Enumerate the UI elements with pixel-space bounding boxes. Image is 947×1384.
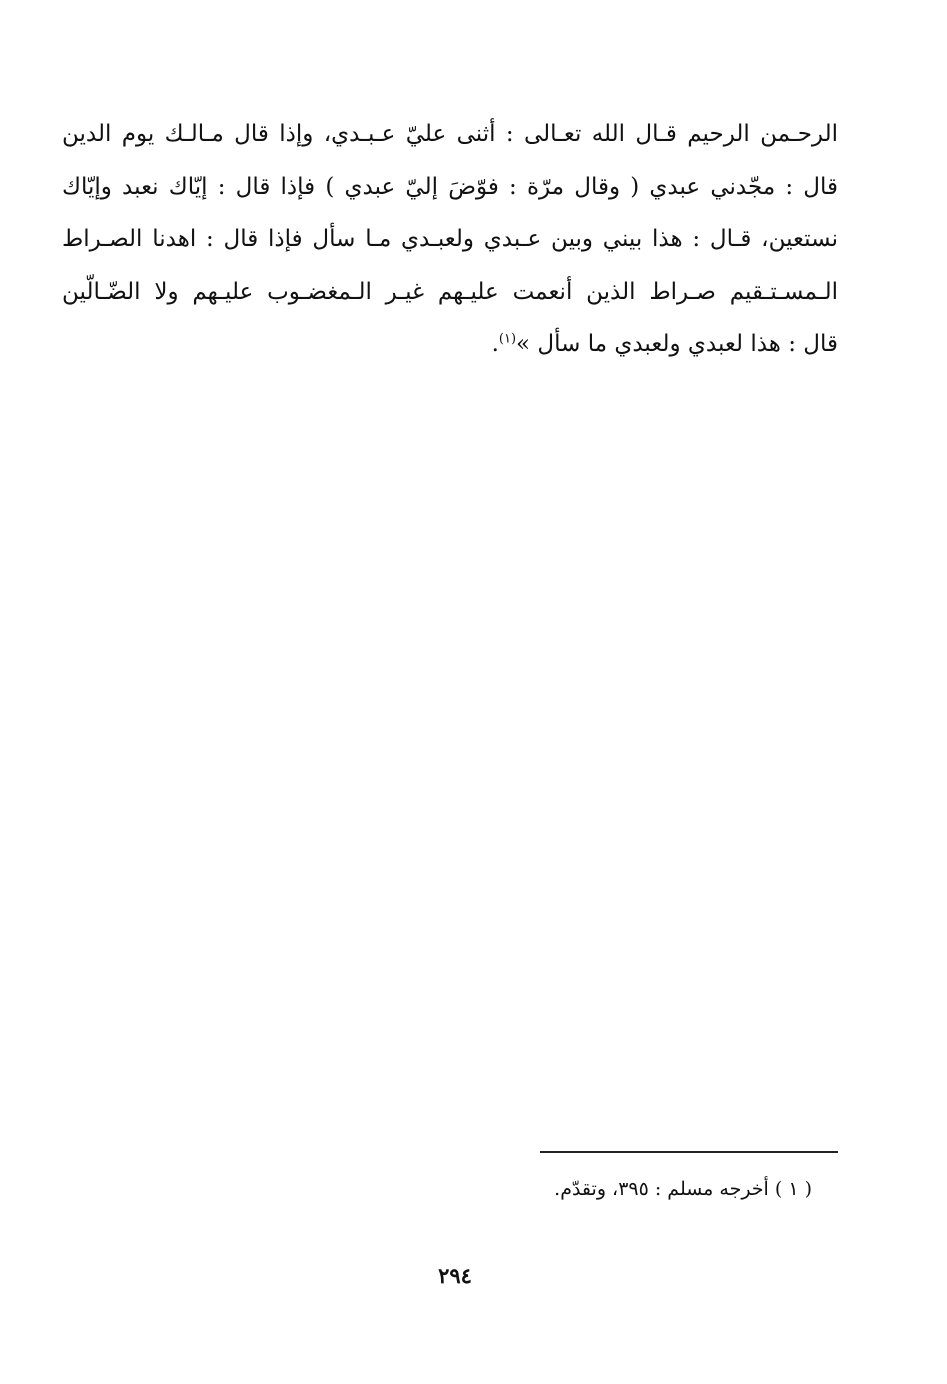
text-line-1: الرحـمن الرحيم قـال الله تعـالى : أثنى عليّ عـبـدي، وإذا قال مـالـك يوم الدين bbox=[62, 121, 838, 147]
text-line-4: الـمسـتـقيم صـراط الذين أنعمت عليـهم غيـر الـمغضـوب عليـهم ولا الضّـالّين bbox=[62, 278, 838, 305]
main-text-block bbox=[62, 108, 838, 371]
text-line-5 bbox=[62, 318, 838, 371]
page-number: ٢٩٤ bbox=[438, 1263, 472, 1288]
footnote-reference: (١) bbox=[498, 331, 517, 347]
text-line-5-content: قال : هذا لعبدي ولعبدي ما سأل » bbox=[516, 331, 838, 357]
text-line-5-period: . bbox=[491, 331, 499, 357]
footnote-separator bbox=[540, 1151, 838, 1153]
text-line-3: نستعين، قـال : هذا بيني وبين عـبدي ولعبـدي مـا سأل فإذا قال : اهدنا الصـراط bbox=[62, 226, 838, 252]
footnote-text: ( ١ ) أخرجه مسلم : ٣٩٥، وتقدّم. bbox=[554, 1178, 812, 1200]
text-line-2: قال : مجّدني عبدي ( وقال مرّة : فوّضَ إليّ عبدي ) فإذا قال : إيّاك نعبد وإيّاك bbox=[62, 173, 838, 200]
